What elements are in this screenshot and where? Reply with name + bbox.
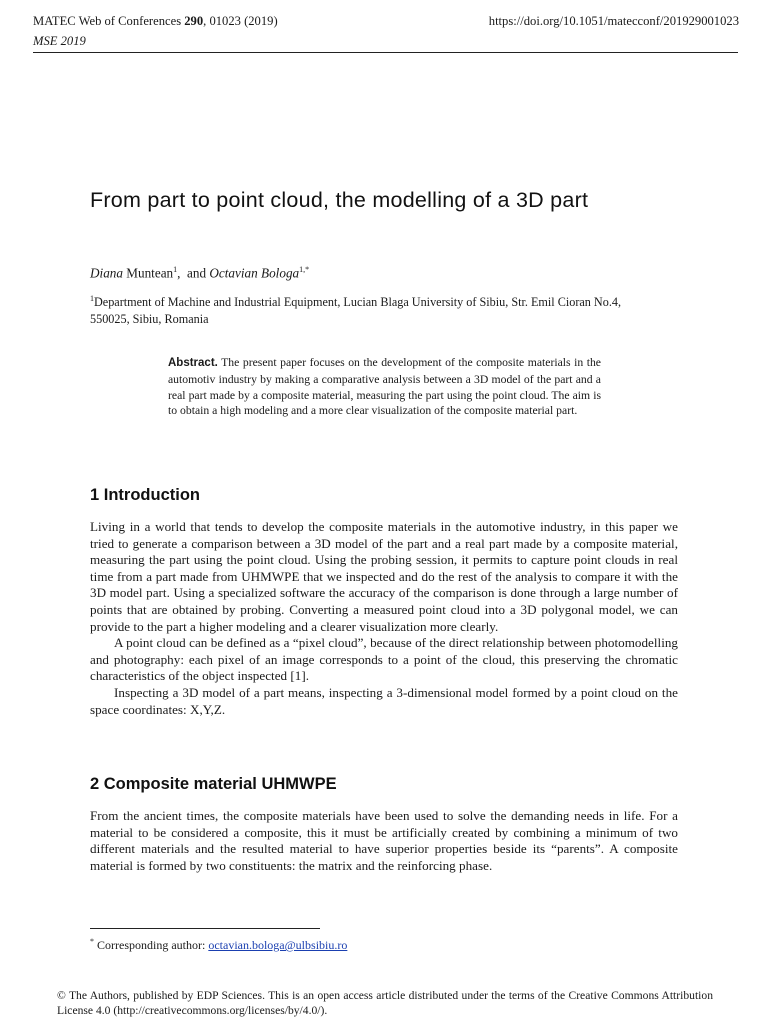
corresponding-email-link[interactable]: octavian.bologa@ulbsibiu.ro — [208, 938, 348, 952]
author2-given: Octavian — [209, 265, 258, 281]
affiliation-mark: 1 — [90, 294, 94, 303]
abstract-label: Abstract. — [168, 357, 218, 369]
section-heading-composite-material: 2 Composite material UHMWPE — [90, 775, 337, 793]
abstract-text: The present paper focuses on the development of the composite materials in the automotiv industry by making a comparative analysis between a 3D model of the part and a real part made by a composite material, measuring the part using the point cloud. The aim is to obtain a high modeling and a more clear visualization of the composite material part. — [168, 356, 601, 418]
journal-volume: 290 — [184, 14, 204, 28]
section-body-composite-material — [90, 808, 678, 874]
corresponding-author-footnote — [90, 937, 347, 953]
section-body-introduction — [90, 519, 678, 718]
author1-given: Diana — [90, 265, 123, 281]
section-heading-introduction: 1 Introduction — [90, 486, 200, 504]
affiliation — [90, 291, 650, 327]
paragraph: A point cloud can be defined as a “pixel cloud”, because of the direct relationship between photomodelling and photography: each pixel of an image corresponds to a point of the cloud, this preserving the chromatic characteristics of the object inspected [1]. — [90, 635, 678, 684]
journal-suffix: , 01023 (2019) — [203, 14, 278, 28]
author2-affil-mark: 1,* — [299, 265, 310, 274]
license-notice: © The Authors, published by EDP Sciences. This is an open access article distributed under the terms of the Creative Commons Attribution License 4.0 (http://creativecommons.org/licenses/by/4.0/). — [57, 989, 713, 1017]
conference-label: MSE 2019 — [33, 34, 86, 48]
doi-link[interactable]: https://doi.org/10.1051/matecconf/201929001023 — [488, 14, 739, 28]
author2-family: Bologa — [257, 265, 300, 281]
paragraph: From the ancient times, the composite materials have been used to solve the demanding needs in life. For a material to be considered a composite, this it must be artificially created by combining a minimum of two different materials and the resulted material to have superior properties beside its “parents”. A composite material is formed by two constituents: the matrix and the reinforcing phase. — [90, 808, 678, 873]
affiliation-text: Department of Machine and Industrial Equipment, Lucian Blaga University of Sibiu, Str. Emil Cioran No.4, 550025, Sibiu, Romania — [90, 295, 622, 326]
author1-affil-mark: 1 — [173, 265, 178, 274]
abstract — [168, 355, 601, 419]
author-line — [90, 265, 309, 281]
footnote-rule — [90, 928, 320, 929]
paper-title: From part to point cloud, the modelling of a 3D part — [90, 188, 589, 212]
journal-prefix: MATEC Web of Conferences — [33, 14, 185, 28]
footnote-label: Corresponding author: — [94, 938, 209, 952]
paragraph: Inspecting a 3D model of a part means, inspecting a 3-dimensional model formed by a point cloud on the space coordinates: X,Y,Z. — [90, 684, 678, 717]
footnote-mark: * — [90, 937, 94, 946]
journal-citation — [33, 14, 278, 29]
author1-family: Muntean — [122, 265, 174, 281]
author-separator: , and — [177, 265, 210, 281]
header-rule — [33, 52, 738, 53]
paragraph: Living in a world that tends to develop the composite materials in the automotive industry, in this paper we tried to generate a comparison between a 3D model of the part and a real part made by a composite material, measuring the part using the point cloud. Using the probing session, it permits to capture point clouds in real time from a part made from UHMWPE that we inspected and do the rest of the analysis to compare it with the 3D model part. Using a specialized software the accuracy of the comparison is done through a large number of points that are obtained by probing. Converting a measured point cloud into a 3D polygonal model, we can provide to the part a higher modeling and a clearer visualization more clearly. — [90, 519, 678, 634]
